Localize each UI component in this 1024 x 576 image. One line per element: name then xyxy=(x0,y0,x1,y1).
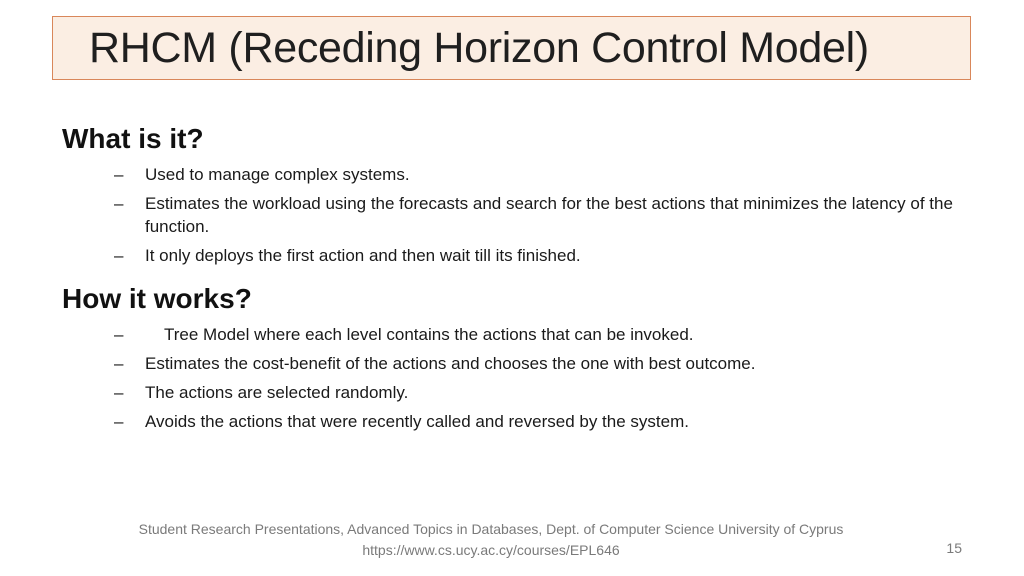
footer-line-2: https://www.cs.ucy.ac.cy/courses/EPL646 xyxy=(362,542,620,558)
section-what-is-it xyxy=(62,124,965,273)
dash-bullet: – xyxy=(114,353,124,373)
list-item-text: Avoids the actions that were recently called and reversed by the system. xyxy=(145,411,689,431)
bullet-list xyxy=(62,323,965,433)
slide-title: RHCM (Receding Horizon Control Model) xyxy=(89,23,869,72)
section-how-it-works xyxy=(62,284,965,439)
dash-bullet: – xyxy=(114,411,124,431)
list-item xyxy=(62,381,965,404)
section-heading: How it works? xyxy=(62,283,252,314)
dash-bullet: – xyxy=(114,164,124,184)
list-item xyxy=(62,192,965,238)
list-item-text: Tree Model where each level contains the actions that can be invoked. xyxy=(164,324,694,344)
list-item-text: The actions are selected randomly. xyxy=(145,382,409,402)
title-box xyxy=(52,16,971,80)
list-item xyxy=(62,323,965,346)
footer-line-1: Student Research Presentations, Advanced Topics in Databases, Dept. of Computer Science University of Cyprus xyxy=(138,521,844,537)
list-item xyxy=(62,163,965,186)
section-heading: What is it? xyxy=(62,123,204,154)
page-number: 15 xyxy=(946,540,962,556)
list-item-text: Estimates the workload using the forecasts and search for the best actions that minimizes the latency of the function. xyxy=(145,193,953,236)
dash-bullet: – xyxy=(114,245,124,265)
list-item xyxy=(62,410,965,433)
list-item xyxy=(62,352,965,375)
footer xyxy=(0,519,982,561)
dash-bullet: – xyxy=(114,382,124,402)
list-item-text: Used to manage complex systems. xyxy=(145,164,410,184)
list-item xyxy=(62,244,965,267)
bullet-list xyxy=(62,163,965,267)
dash-bullet: – xyxy=(114,324,124,344)
dash-bullet: – xyxy=(114,193,124,213)
list-item-text: Estimates the cost-benefit of the actions and chooses the one with best outcome. xyxy=(145,353,756,373)
list-item-text: It only deploys the first action and then wait till its finished. xyxy=(145,245,581,265)
